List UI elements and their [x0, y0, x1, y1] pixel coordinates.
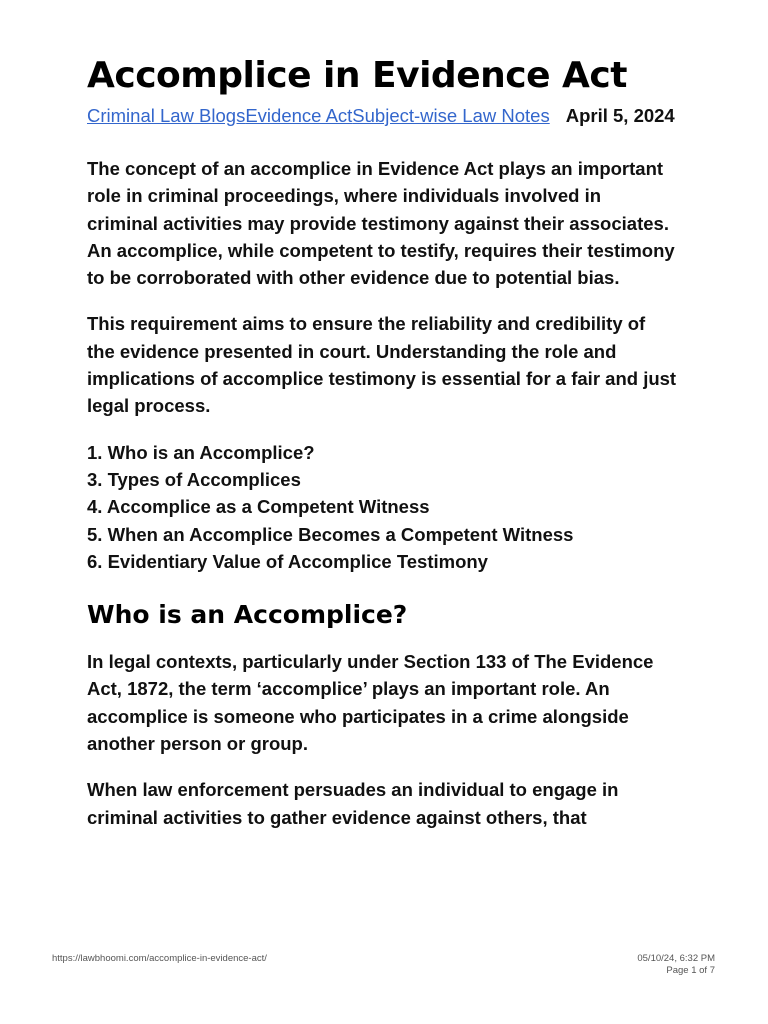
footer-page-info	[637, 953, 715, 977]
post-date: April 5, 2024	[565, 105, 675, 126]
toc-item[interactable]: 4. Accomplice as a Competent Witness	[87, 496, 430, 518]
section-heading: Who is an Accomplice?	[87, 600, 408, 630]
footer-page-number: Page 1 of 7	[666, 965, 715, 976]
footer-timestamp: 05/10/24, 6:32 PM	[637, 953, 715, 964]
intro-paragraph-2: This requirement aims to ensure the reliability and credibility of the evidence presented in court. Understanding the role and implications of accomplice testimony is essential for a fair and just legal process.	[87, 313, 677, 417]
article	[87, 52, 677, 831]
category-link-evidence-act[interactable]: Evidence Act	[245, 105, 353, 126]
toc-item[interactable]: 5. When an Accomplice Becomes a Competent Witness	[87, 523, 574, 545]
page-title: Accomplice in Evidence Act	[87, 55, 627, 96]
post-meta	[87, 102, 677, 129]
toc-item[interactable]: 6. Evidentiary Value of Accomplice Testimony	[87, 550, 488, 572]
toc-item[interactable]: 1. Who is an Accomplice?	[87, 441, 315, 463]
section-paragraph-1: In legal contexts, particularly under Section 133 of The Evidence Act, 1872, the term ‘accomplice’ plays an important role. An accomplice is someone who participates in a crime alongside another person or group.	[87, 651, 654, 755]
section-paragraph-2: When law enforcement persuades an individual to engage in criminal activities to gather evidence against others, that	[87, 779, 619, 828]
footer-url: https://lawbhoomi.com/accomplice-in-evidence-act/	[52, 953, 267, 964]
category-link-subject-wise-law-notes[interactable]: Subject-wise Law Notes	[352, 105, 550, 126]
intro-paragraph-1: The concept of an accomplice in Evidence Act plays an important role in criminal proceedings, where individuals involved in criminal activities may provide testimony against their associates. An accomplice, while competent to testify, requires their testimony to be corroborated with other evidence due to potential bias.	[87, 158, 675, 289]
table-of-contents	[87, 439, 677, 575]
toc-item[interactable]: 3. Types of Accomplices	[87, 468, 301, 490]
category-link-criminal-law-blogs[interactable]: Criminal Law Blogs	[87, 105, 246, 126]
